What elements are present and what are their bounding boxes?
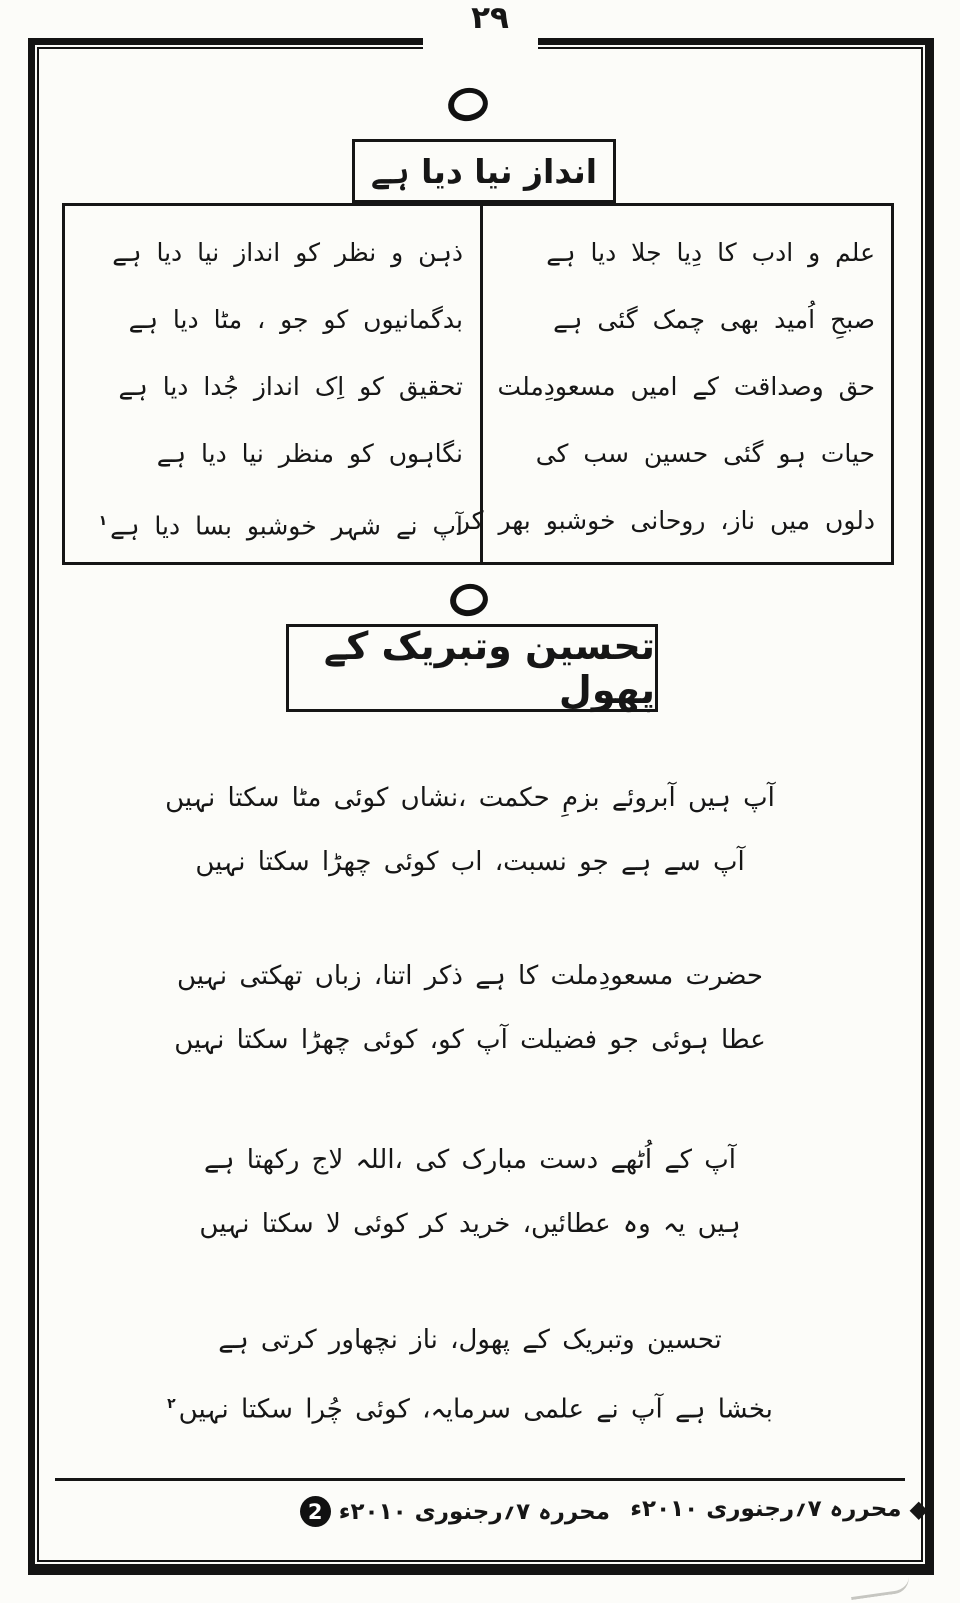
ghazal-line: عطا ہوئی جو فضیلت آپ کو، کوئی چھڑا سکتا نہیں bbox=[174, 1025, 766, 1055]
ghazal-couplet bbox=[140, 944, 800, 1072]
poem1-couplet-table bbox=[62, 203, 894, 565]
ghazal-line: آپ ہیں آبروئے بزمِ حکمت ،نشاں کوئی مٹا سکتا نہیں bbox=[165, 783, 775, 813]
ghazal-line: آپ سے ہے جو نسبت، اب کوئی چھڑا سکتا نہیں bbox=[195, 847, 745, 877]
poem1-line: نگاہوں کو منظر نیا دیا ہے bbox=[156, 439, 463, 468]
footer-date-right-text: محررہ ۷؍رجنوری ۲۰۱۰ء bbox=[630, 1496, 902, 1522]
ghazal-line: تحسین وتبریک کے پھول، ناز نچھاور کرتی ہے bbox=[218, 1325, 722, 1355]
poem1-line: صبحِ اُمید بھی چمک گئی ہے bbox=[553, 305, 875, 334]
poem1-left-column bbox=[65, 206, 479, 562]
poem1-line: ذہن و نظر کو انداز نیا دیا ہے bbox=[112, 238, 463, 267]
footer-date-center bbox=[300, 1496, 610, 1527]
footer-date-center-text: محررہ ۷؍رجنوری ۲۰۱۰ء bbox=[338, 1498, 610, 1525]
frame-top-gap bbox=[423, 36, 538, 54]
footer-date-right bbox=[630, 1496, 928, 1522]
scan-artifact bbox=[849, 1576, 911, 1600]
poem1-line: آپ نے شہر خوشبو بسا دیا ہے$^۱$ bbox=[98, 511, 463, 541]
poem1-title: انداز نیا دیا ہے bbox=[370, 151, 598, 191]
ghazal-line: حضرت مسعودِملت کا ہے ذکر اتنا، زباں تھکتی نہیں bbox=[177, 961, 763, 991]
poem1-line: بدگمانیوں کو جو ، مٹا دیا ہے bbox=[128, 305, 463, 334]
ghazal-couplet bbox=[140, 1308, 800, 1442]
poem2-title: تحسین وتبریک کے پھول bbox=[323, 624, 655, 712]
ghazal-line: آپ کے اُٹھے دست مبارک کی ،اللہ لاج رکھتا ہے bbox=[204, 1145, 736, 1175]
ghazal-couplet bbox=[140, 1128, 800, 1256]
diamond-icon: ◆ bbox=[909, 1495, 928, 1523]
poem1-line: علم و ادب کا دِیا جلا دیا ہے bbox=[546, 238, 875, 267]
footnote-mark-1: ۱ bbox=[98, 513, 108, 529]
footnote-mark-2: ۲ bbox=[167, 1396, 176, 1412]
ghazal-line: بخشا ہے آپ نے علمی سرمایہ، کوئی چُرا سکتا نہیں$^۲$ bbox=[167, 1394, 773, 1425]
poem1-line: دلوں میں ناز، روحانی خوشبو بھر کر bbox=[457, 506, 875, 535]
poem1-line: تحقیق کو اِک انداز جُدا دیا ہے bbox=[118, 372, 463, 401]
poem1-line: حق وصداقت کے امیں مسعودِملت bbox=[497, 372, 875, 401]
ghazal-line: ہیں یہ وہ عطائیں، خرید کر کوئی لا سکتا نہیں bbox=[199, 1209, 741, 1239]
ghazal-couplet bbox=[140, 766, 800, 894]
page-number: ۲۹ bbox=[471, 0, 509, 36]
poem1-line: حیات ہو گئی حسین سب کی bbox=[535, 439, 875, 468]
poem1-title-box bbox=[352, 139, 616, 203]
poem1-right-column bbox=[457, 206, 891, 562]
circled-number-icon: 2 bbox=[300, 1496, 331, 1527]
poem2-title-box bbox=[286, 624, 658, 712]
footer-divider-rule bbox=[55, 1478, 905, 1481]
